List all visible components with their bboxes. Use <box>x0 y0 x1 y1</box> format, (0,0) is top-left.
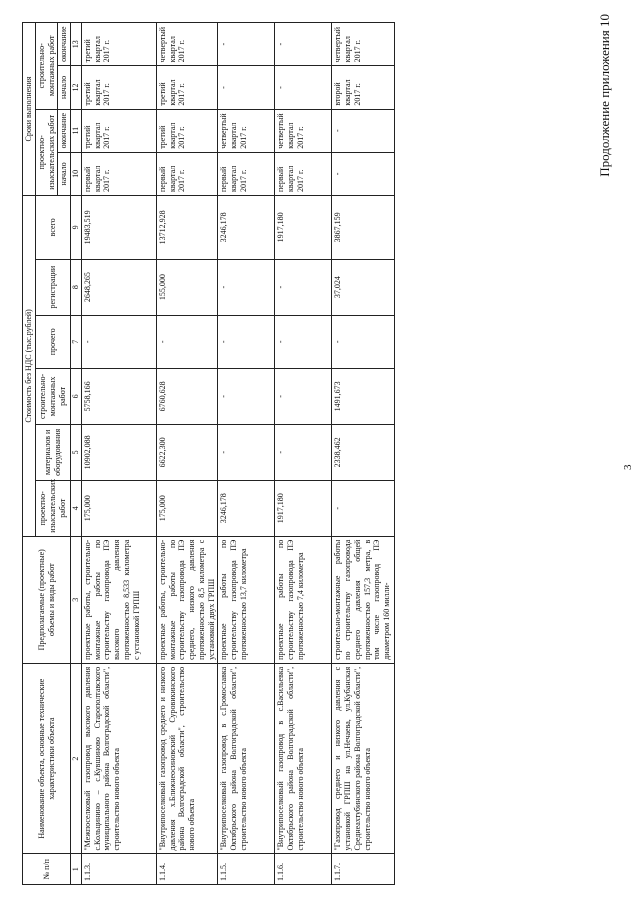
object-name: "Газопровод среднего и низкого давления с установкой ГРПШ на ул.Нечаева, ул.Кубанская Среднеахтубинского района Волгоградской области", строительство нового объекта <box>332 663 395 854</box>
header-materials-cost: материалов и оборудования <box>35 424 70 480</box>
works-description: проектные работы, строительно-монтажные работы по строительству газопровода ПЭ высокого давления протяженностью 8,533 километра с установкой ГРПШ <box>81 536 156 663</box>
object-name: "Внутрипоселковый газопровод в с.Громославка Октябрьского района Волгоградской области", строительство нового объекта <box>218 663 275 854</box>
design-end: третий квартал 2017 г. <box>81 109 156 152</box>
design-cost: 175,000 <box>81 480 156 536</box>
materials-cost: 2338,462 <box>332 424 395 480</box>
total-cost: 19483,519 <box>81 196 156 260</box>
column-number: 5 <box>71 424 82 480</box>
column-number-row <box>71 23 82 885</box>
continuation-title: Продолжение приложения 10 <box>597 14 612 177</box>
design-end: четвертый квартал 2017 г. <box>218 109 275 152</box>
design-end: четвертый квартал 2017 г. <box>275 109 332 152</box>
header-other-cost: прочего <box>35 315 70 368</box>
construction-cost: 1491,673 <box>332 368 395 424</box>
materials-cost: - <box>275 424 332 480</box>
table-row <box>156 23 218 885</box>
row-number: 1.1.3. <box>81 854 156 885</box>
design-start: первый квартал 2017 г. <box>156 152 218 195</box>
design-end: - <box>332 109 395 152</box>
row-number: 1.1.6. <box>275 854 332 885</box>
column-number: 8 <box>71 259 82 315</box>
capital-works-table <box>22 22 395 885</box>
construction-cost: - <box>275 368 332 424</box>
header-design-cost: проектно-изыскательских работ <box>35 480 70 536</box>
materials-cost: - <box>218 424 275 480</box>
build-end: - <box>275 23 332 66</box>
design-end: третий квартал 2017 г. <box>156 109 218 152</box>
total-cost: 3246,178 <box>218 196 275 260</box>
header-construction-cost: строительно-монтажных работ <box>35 368 70 424</box>
header-terms: Сроки выполнения <box>23 23 36 196</box>
build-end: четвертый квартал 2017 г. <box>156 23 218 66</box>
other-cost: - <box>275 315 332 368</box>
design-start: первый квартал 2017 г. <box>81 152 156 195</box>
column-number: 6 <box>71 368 82 424</box>
design-start: - <box>332 152 395 195</box>
object-name: "Межпоселковый газопровод высокого давления с.Кольцинино – с.Кувшиново Старополтавского муниципального района Волгоградской области", строительство нового объекта <box>81 663 156 854</box>
design-cost: 3246,178 <box>218 480 275 536</box>
materials-cost: 10902,088 <box>81 424 156 480</box>
header-build-terms: строительно-монтажных работ <box>35 23 58 110</box>
column-number: 12 <box>71 66 82 109</box>
total-cost: 13712,928 <box>156 196 218 260</box>
construction-cost: 6760,628 <box>156 368 218 424</box>
registration-cost: 2648,265 <box>81 259 156 315</box>
header-registration-cost: регистрации <box>35 259 70 315</box>
header-build-end: окончание <box>58 23 71 66</box>
build-end: четвертый квартал 2017 г. <box>332 23 395 66</box>
column-number: 2 <box>71 663 82 854</box>
table-row <box>275 23 332 885</box>
object-name: "Внутрипоселковый газопровод в с.Васильевка Октябрьского района Волгоградской области", строительство нового объекта <box>275 663 332 854</box>
design-cost: - <box>332 480 395 536</box>
table-row <box>218 23 275 885</box>
materials-cost: 6622,300 <box>156 424 218 480</box>
registration-cost: - <box>275 259 332 315</box>
build-start: - <box>218 66 275 109</box>
other-cost: - <box>156 315 218 368</box>
works-description: проектные работы по строительству газопровода ПЭ протяженностью 7,4 километра <box>275 536 332 663</box>
column-number: 1 <box>71 854 82 885</box>
table-row <box>81 23 156 885</box>
header-total-cost: всего <box>35 196 70 260</box>
build-end: - <box>218 23 275 66</box>
works-description: проектные работы, строительно-монтажные работы по строительству газопровода ПЭ среднего, низкого давления протяженностью 8,5 километра с установкой двух ГРПШ <box>156 536 218 663</box>
header-cost: Стоимость без НДС (тыс.рублей) <box>23 196 36 537</box>
column-number: 10 <box>71 152 82 195</box>
header-design-terms: проектно-изыскательских работ <box>35 109 58 195</box>
row-number: 1.1.7. <box>332 854 395 885</box>
other-cost: - <box>218 315 275 368</box>
build-start: второй квартал 2017 г. <box>332 66 395 109</box>
build-start: - <box>275 66 332 109</box>
design-cost: 1917,180 <box>275 480 332 536</box>
header-works: Предполагаемые (проектные) объемы и виды работ <box>23 536 71 663</box>
works-description: проектные работы по строительству газопровода ПЭ протяженностью 13,7 километра <box>218 536 275 663</box>
build-start: третий квартал 2017 г. <box>81 66 156 109</box>
other-cost: - <box>332 315 395 368</box>
column-number: 13 <box>71 23 82 66</box>
total-cost: 3867,159 <box>332 196 395 260</box>
build-start: третий квартал 2017 г. <box>156 66 218 109</box>
column-number: 9 <box>71 196 82 260</box>
header-design-start: начало <box>58 152 71 195</box>
table-row <box>332 23 395 885</box>
registration-cost: 155,000 <box>156 259 218 315</box>
design-start: первый квартал 2017 г. <box>275 152 332 195</box>
header-build-start: начало <box>58 66 71 109</box>
design-cost: 175,000 <box>156 480 218 536</box>
other-cost: - <box>81 315 156 368</box>
page-number: 3 <box>622 464 634 470</box>
row-number: 1.1.5. <box>218 854 275 885</box>
header-num: № п/п <box>23 854 71 885</box>
column-number: 3 <box>71 536 82 663</box>
construction-cost: 5758,166 <box>81 368 156 424</box>
construction-cost: - <box>218 368 275 424</box>
header-name: Наименование объекта, основные технические характеристики объекта <box>23 663 71 854</box>
object-name: "Внутрипоселковый газопровод среднего и низкого давления х.Ближнеосиновский Суровикинского района Волгоградской области", строительство нового объекта <box>156 663 218 854</box>
header-design-end: окончание <box>58 109 71 152</box>
design-start: первый квартал 2017 г. <box>218 152 275 195</box>
column-number: 7 <box>71 315 82 368</box>
registration-cost: 37,024 <box>332 259 395 315</box>
column-number: 11 <box>71 109 82 152</box>
build-end: третий квартал 2017 г. <box>81 23 156 66</box>
header-row-1 <box>23 23 36 885</box>
row-number: 1.1.4. <box>156 854 218 885</box>
registration-cost: - <box>218 259 275 315</box>
column-number: 4 <box>71 480 82 536</box>
works-description: строительно-монтажные работы по строительству газопровода среднего давления общей протяженностью 157,3 метра, в том числе газопровод ПЭ диаметром 160 милли- <box>332 536 395 663</box>
total-cost: 1917,180 <box>275 196 332 260</box>
